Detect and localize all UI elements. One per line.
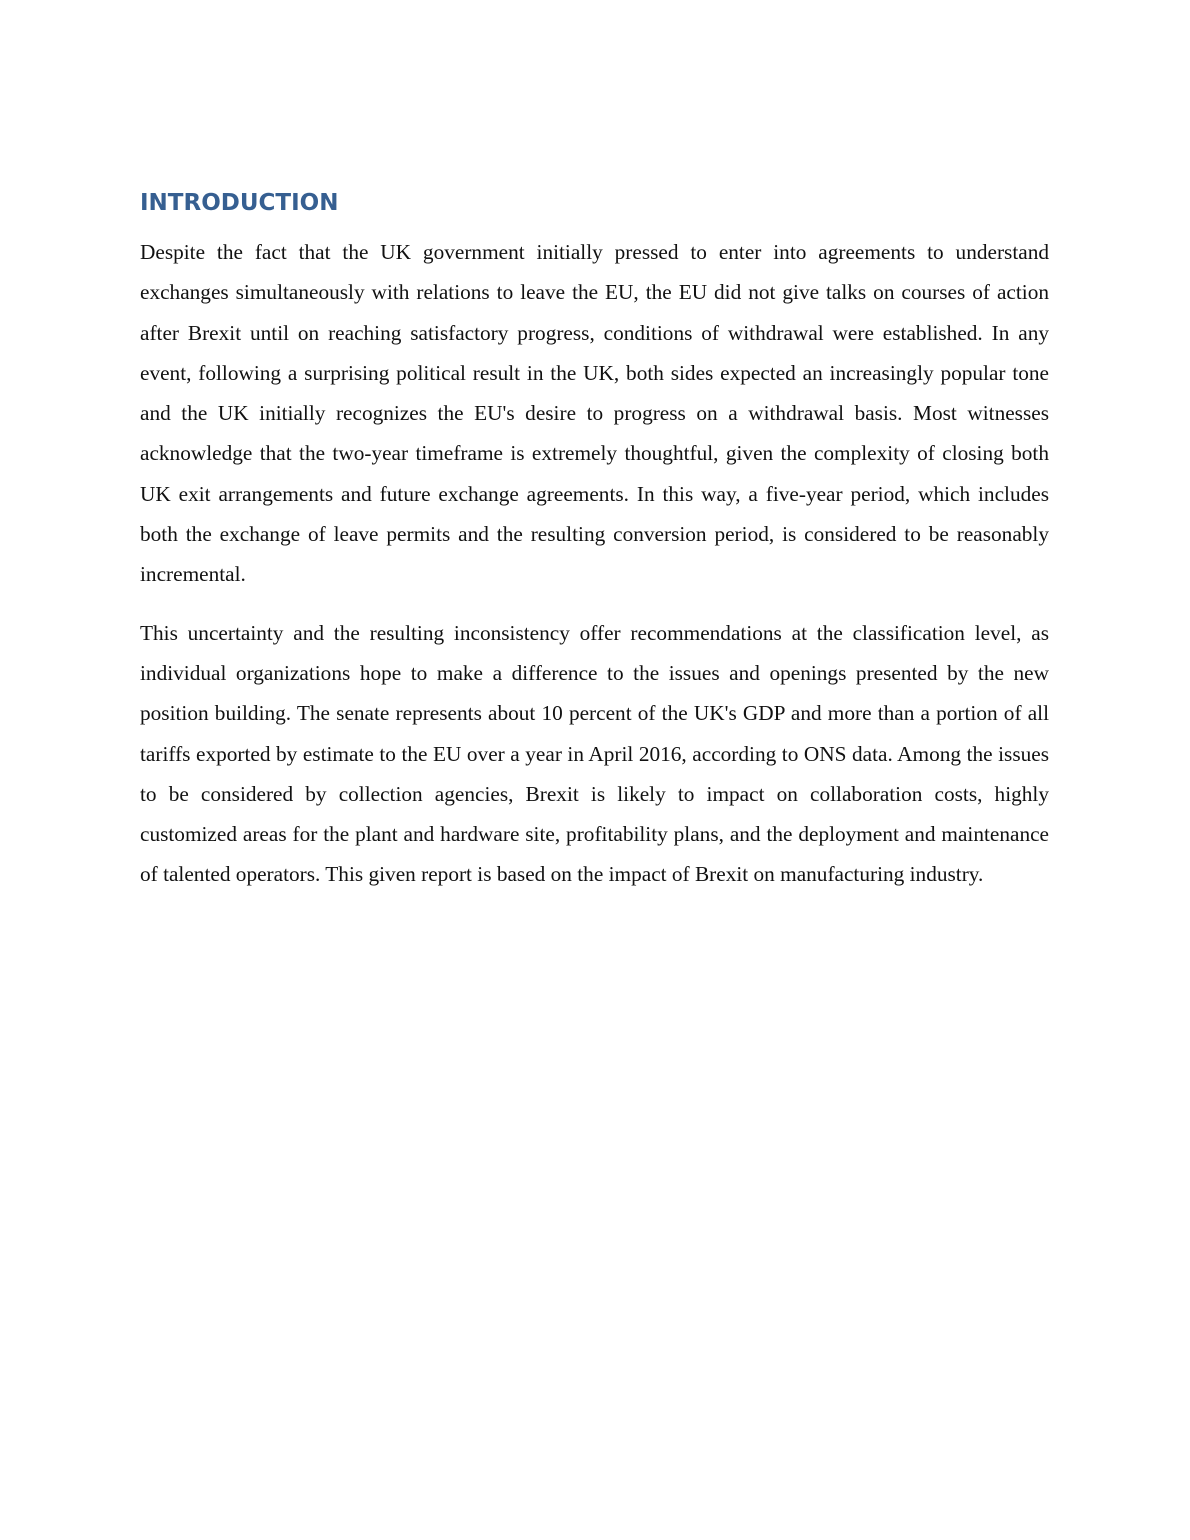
paragraph-1: Despite the fact that the UK government initially pressed to enter into agreements to understand exchanges simultaneously with relations to leave the EU, the EU did not give talks on courses of action after Brexit until on reaching satisfactory progress, conditions of withdrawal were established. In any event, following a surprising political result in the UK, both sides expected an increasingly popular tone and the UK initially recognizes the EU's desire to progress on a withdrawal basis. Most witnesses acknowledge that the two-year timeframe is extremely thoughtful, given the complexity of closing both UK exit arrangements and future exchange agreements. In this way, a five-year period, which includes both the exchange of leave permits and the resulting conversion period, is considered to be reasonably incremental. (140, 240, 1049, 587)
page-content (140, 186, 1049, 913)
section-heading: INTRODUCTION (140, 190, 339, 216)
paragraph-2: This uncertainty and the resulting inconsistency offer recommendations at the classification level, as individual organizations hope to make a difference to the issues and openings presented by the new position building. The senate represents about 10 percent of the UK's GDP and more than a portion of all tariffs exported by estimate to the EU over a year in April 2016, according to ONS data. Among the issues to be considered by collection agencies, Brexit is likely to impact on collaboration costs, highly customized areas for the plant and hardware site, profitability plans, and the deployment and maintenance of talented operators. This given report is based on the impact of Brexit on manufacturing industry. (140, 620, 1049, 887)
